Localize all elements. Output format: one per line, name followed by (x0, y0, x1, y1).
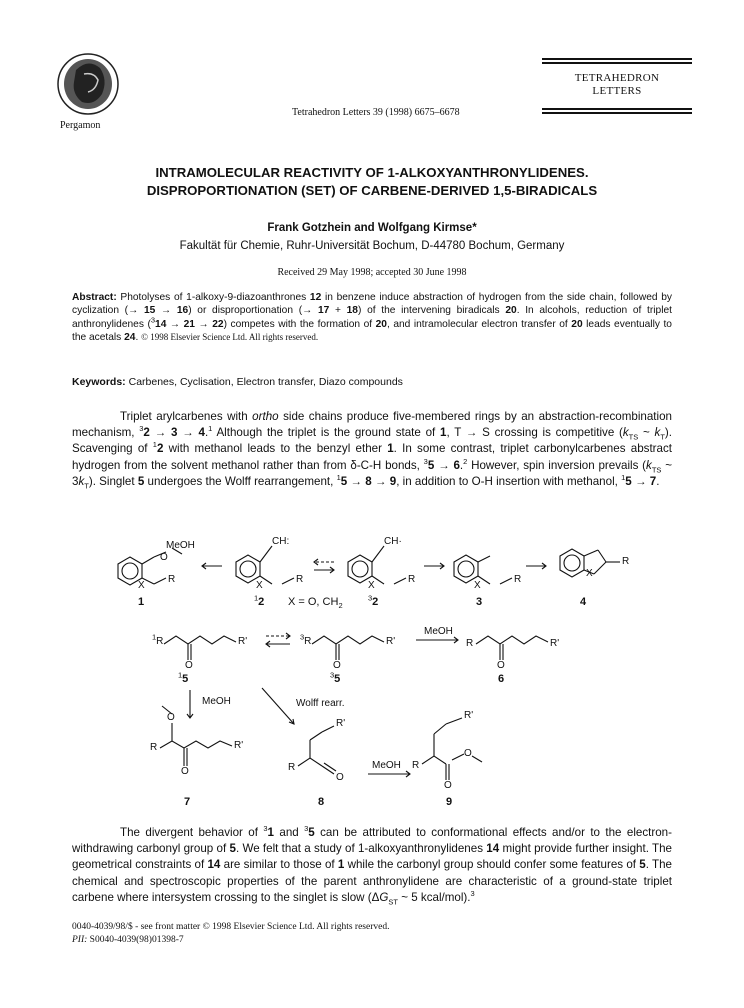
journal-name-line1: TETRAHEDRON (574, 72, 660, 84)
compound-label-6: 6 (498, 673, 505, 685)
label-r-1: R (168, 574, 176, 585)
label-r-6: R (466, 638, 474, 649)
abstract-rights: © 1998 Elsevier Science Ltd. All rights reserved. (141, 331, 319, 342)
label-x-3: X (368, 580, 375, 591)
label-wolff: Wolff rearr. (296, 698, 345, 709)
structure-9 (422, 718, 482, 780)
label-meoh-1: MeOH (166, 540, 195, 551)
label-rp-5s: R' (238, 636, 248, 647)
structure-2-singlet (236, 546, 294, 584)
label-meoh-3: MeOH (202, 696, 231, 707)
compound-label-9: 9 (446, 796, 453, 808)
journal-reference: Tetrahedron Letters 39 (1998) 6675–6678 (292, 107, 460, 118)
label-ch-triplet: CH· (384, 536, 402, 547)
compound-label-5-triplet: $^3$5 (330, 670, 341, 685)
compound-label-8: 8 (318, 796, 325, 808)
footer-pii: PII: S0040-4039(98)01398-7 (72, 935, 184, 945)
publisher-name: Pergamon (60, 120, 101, 131)
structure-5-triplet (312, 636, 384, 660)
label-rp-7: R' (234, 740, 244, 751)
label-r-3: R (408, 574, 416, 585)
label-rp-6: R' (550, 638, 560, 649)
label-x-2: X (256, 580, 263, 591)
body-paragraph-2: The divergent behavior of $^3$1 and $^3$5 can be attributed to conformational effects and/or to the electron-withdrawing carbonyl group of 5. We felt that a study of 1-alkoxyanthronylidenes 14 might provide further insight. The geometrical constraints of 14 are similar to those of 1 while the carbonyl group should confer some features of 5. The chemical and spectroscopic properties of the parent anthronylidene are characteristic of a ground-state triplet carbene where intersystem crossing to the singlet is slow ($\Delta G_{ST}$ ~ 5 kcal/mol).$^3$ (72, 824, 672, 907)
label-r-2: R (296, 574, 304, 585)
footer (72, 921, 389, 947)
publisher-logo (48, 50, 128, 122)
label-ch-singlet: CH: (272, 536, 290, 547)
label-o-6: O (497, 660, 505, 671)
keywords (72, 376, 403, 388)
label-o-5t: O (333, 660, 341, 671)
x-definition: X = O, $CH_2$ (288, 596, 343, 611)
label-rp-5t: R' (386, 636, 396, 647)
label-meoh-2: MeOH (424, 626, 453, 637)
compound-label-3: 3 (476, 596, 483, 608)
label-r-5s: $^1$R (152, 632, 164, 647)
label-o-9b: O (444, 780, 452, 791)
label-rp-8: R' (336, 718, 346, 729)
affiliation: Fakultät für Chemie, Ruhr-Universität Bochum, D-44780 Bochum, Germany (179, 240, 565, 252)
authors: Frank Gotzhein and Wolfgang Kirmse* (267, 222, 477, 234)
label-r-4: R (514, 574, 522, 585)
label-x-1: X (138, 580, 145, 591)
structure-6 (476, 636, 548, 660)
label-r-7: R (150, 742, 158, 753)
structure-8 (298, 726, 336, 774)
title-line-2: DISPROPORTIONATION (SET) OF CARBENE-DERIVED 1,5-BIRADICALS (146, 183, 598, 198)
compound-label-1: 1 (138, 596, 145, 608)
keywords-list: Carbenes, Cyclisation, Electron transfer, Diazo compounds (128, 376, 403, 388)
reaction-scheme (72, 528, 672, 820)
compound-label-7: 7 (184, 796, 191, 808)
structure-5-singlet (164, 636, 236, 660)
journal-name-line2: LETTERS (592, 85, 642, 97)
footer-copyright: 0040-4039/98/$ - see front matter © 1998 Elsevier Science Ltd. All rights reserved. (72, 922, 390, 932)
label-o-7a: O (167, 712, 175, 723)
label-o-9a: O (464, 748, 472, 759)
journal-box (542, 56, 692, 116)
compound-label-4: 4 (580, 596, 587, 608)
compound-label-5-singlet: $^1$5 (178, 670, 189, 685)
title-line-1: INTRAMOLECULAR REACTIVITY OF 1-ALKOXYANTHRONYLIDENES. (155, 165, 589, 180)
abstract: Abstract: Photolyses of 1-alkoxy-9-diazoanthrones 12 in benzene induce abstraction of hydrogen from the side chain, followed by cyclization (→ 15 → 16) or disproportionation (→ 17 + 18) of the intervening biradicals 20. In alcohols, reduction of triplet anthronylidenes ($^3$14 → 21 → 22) competes with the formation of 20, and intramolecular electron transfer of 20 leads eventually to the acetals 24. © 1998 Elsevier Science Ltd. All rights reserved. (72, 292, 672, 343)
body-paragraph-1: Triplet arylcarbenes with ortho side chains produce five-membered rings by an abstraction-recombination mechanism, $^3$2 → 3 → 4.$^1$ Although the triplet is the ground state of 1, T → S crossing is competitive ($k_{TS}$ ~ $k_T$). Scavenging of $^1$2 with methanol leads to the benzyl ether 1. In some contrast, triplet carbonylcarbenes abstract hydrogen from the solvent methanol rather than from δ-C-H bonds, $^3$5 → 6.$^2$ However, spin inversion prevails ($k_{TS}$ ~ $3k_T$). Singlet 5 undergoes the Wolff rearrangement, $^1$5 → 8 → 9, in addition to O-H insertion with methanol, $^1$5 → 7. (72, 410, 672, 491)
label-rp-9: R' (464, 710, 474, 721)
label-o-8: O (336, 772, 344, 783)
abstract-label: Abstract: (72, 292, 117, 303)
label-r-5: R (622, 556, 630, 567)
article-title (60, 164, 684, 200)
label-x-5: X (586, 568, 593, 579)
compound-label-2-singlet: $^1$2 (254, 593, 265, 608)
label-r-5t: $^3$R (300, 632, 312, 647)
label-x-4: X (474, 580, 481, 591)
structure-2-triplet (348, 546, 406, 584)
label-r-8: R (288, 762, 296, 773)
label-r-9: R (412, 760, 420, 771)
label-o-7b: O (181, 766, 189, 777)
label-meoh-4: MeOH (372, 760, 401, 771)
keywords-label: Keywords: (72, 376, 126, 388)
received-dates: Received 29 May 1998; accepted 30 June 1998 (277, 267, 467, 278)
compound-label-2-triplet: $^3$2 (368, 593, 379, 608)
label-o-5s: O (185, 660, 193, 671)
structure-3 (454, 555, 512, 584)
label-o-1: O (160, 552, 168, 563)
